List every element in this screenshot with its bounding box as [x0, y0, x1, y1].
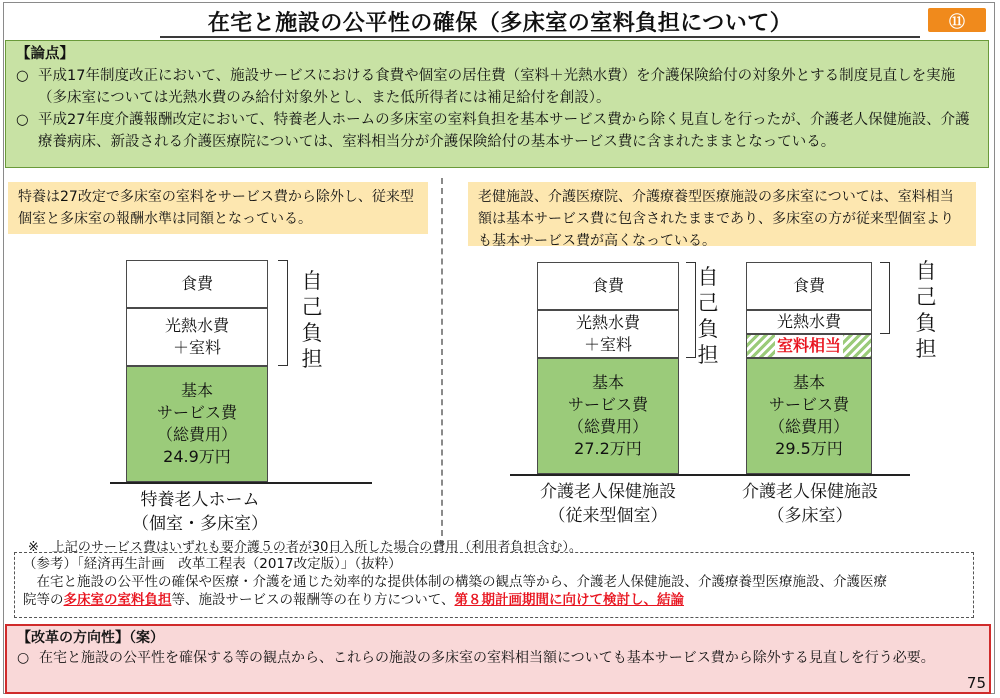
- tokuyo-room-type: （個室・多床室）: [132, 514, 268, 534]
- roken-multi-meal-segment: [746, 262, 872, 310]
- roken-multi-room-type: （多床室）: [767, 506, 853, 526]
- roken-multi-utility-segment: [746, 310, 872, 334]
- total-cost-label: （総費用）: [768, 417, 849, 436]
- base-label: 基本: [180, 381, 213, 400]
- tokuyo-name: 特養老人ホーム: [140, 490, 260, 510]
- self-pay-label: [696, 264, 720, 368]
- tokuyo-meal-segment: [126, 260, 268, 308]
- reform-text: 在宅と施設の公平性を確保する等の観点から、これらの施設の多床室の室料相当額についても基本サービス費から除外する見直しを行う必要。: [39, 650, 935, 666]
- tokuyo-base-service-segment: [126, 366, 268, 482]
- self-pay-char: 己: [697, 291, 719, 315]
- reform-item: [17, 648, 979, 668]
- self-pay-char: 負: [915, 311, 937, 335]
- roken-multi-base-service-segment: [746, 358, 872, 474]
- reference-line: 在宅と施設の公平性の確保や医療・介護を通じた効率的な提供体制の構築の観点等から、介護老人保健施設、介護療養型医療施設、介護医療: [23, 574, 887, 590]
- self-pay-char: 担: [697, 343, 719, 367]
- section-divider: [441, 178, 443, 546]
- discussion-point-text: 平成17年制度改正において、施設サービスにおける食費や個室の居住費（室料＋光熱水費）を介護保険給付の対象外とする制度見直しを実施（多床室については光熱水費のみ給付対象外とし、また低所得者には補足給付を創設）。: [38, 68, 956, 106]
- reference-box: [14, 552, 974, 618]
- self-pay-char: 自: [697, 265, 719, 289]
- room-label: ＋室料: [583, 335, 632, 354]
- room-equivalent-segment: [746, 334, 872, 358]
- reform-direction-box: [5, 624, 991, 694]
- roken-private-utility-room-segment: [537, 310, 679, 358]
- utility-label: 光熱水費: [164, 316, 229, 335]
- self-pay-char: 己: [301, 295, 323, 319]
- self-pay-char: 担: [915, 337, 937, 361]
- roken-multi-amount: 29.5万円: [775, 439, 843, 458]
- base-label: 基本: [591, 373, 624, 392]
- reference-highlight: 第８期計画期間に向けて検討し、結論: [454, 592, 684, 608]
- meal-label: 食費: [591, 276, 624, 295]
- tokuyo-facility-label: [100, 488, 300, 536]
- roken-multi-name: 介護老人保健施設: [742, 482, 878, 502]
- title-underline: [160, 36, 920, 38]
- self-pay-char: 担: [301, 347, 323, 371]
- service-fee-label: サービス費: [156, 403, 237, 422]
- self-pay-char: 負: [697, 317, 719, 341]
- self-pay-bracket: [880, 262, 890, 334]
- page-badge: ⑪: [928, 8, 986, 32]
- roken-multi-facility-label: [712, 480, 908, 528]
- tokuyo-utility-room-segment: [126, 308, 268, 366]
- right-baseline: [510, 474, 910, 476]
- reference-text: 院等の: [23, 592, 64, 608]
- roken-private-room-type: （従来型個室）: [548, 506, 668, 526]
- discussion-point-1: [16, 65, 978, 109]
- room-equivalent-label: 室料相当: [776, 336, 841, 355]
- self-pay-bracket: [686, 262, 696, 358]
- utility-label: 光熱水費: [776, 312, 841, 331]
- self-pay-char: 自: [915, 259, 937, 283]
- roken-note: 老健施設、介護医療院、介護療養型医療施設の多床室については、室料相当額は基本サービス費に包含されたままであり、多床室の方が従来型個室よりも基本サービス費が高くなっている。: [468, 182, 976, 246]
- self-pay-char: 自: [301, 269, 323, 293]
- service-fee-label: サービス費: [768, 395, 849, 414]
- bullet-circle-icon: ○: [16, 112, 29, 128]
- bullet-circle-icon: ○: [16, 68, 29, 84]
- meal-label: 食費: [180, 274, 213, 293]
- reference-text: 等、施設サービスの報酬等の在り方について、: [171, 592, 455, 608]
- meal-label: 食費: [792, 276, 825, 295]
- utility-label: 光熱水費: [575, 313, 640, 332]
- footnote: ※ 上記のサービス費はいずれも要介護５の者が30日入所した場合の費用（利用者負担含む）。: [28, 540, 582, 555]
- roken-private-name: 介護老人保健施設: [540, 482, 676, 502]
- tokuyo-note: 特養は27改定で多床室の室料をサービス費から除外し、従来型個室と多床室の報酬水準は同額となっている。: [8, 182, 428, 234]
- page-number: 75: [966, 674, 986, 692]
- discussion-point-2: [16, 109, 978, 153]
- total-cost-label: （総費用）: [567, 417, 648, 436]
- discussion-points-heading: 【論点】: [16, 46, 74, 62]
- self-pay-label: [300, 268, 324, 372]
- bullet-circle-icon: ○: [17, 650, 30, 666]
- total-cost-label: （総費用）: [156, 425, 237, 444]
- roken-private-facility-label: [510, 480, 706, 528]
- reference-heading: （参考）「経済再生計画 改革工程表（2017改定版）」（抜粋）: [23, 556, 402, 572]
- self-pay-char: 負: [301, 321, 323, 345]
- room-label: ＋室料: [172, 338, 221, 357]
- reference-highlight: 多床室の室料負担: [63, 592, 172, 608]
- base-label: 基本: [792, 373, 825, 392]
- self-pay-label: [914, 258, 938, 362]
- self-pay-bracket: [278, 260, 288, 366]
- page-title: 在宅と施設の公平性の確保（多床室の室料負担について）: [207, 11, 793, 36]
- self-pay-char: 己: [915, 285, 937, 309]
- roken-private-amount: 27.2万円: [574, 439, 642, 458]
- roken-private-meal-segment: [537, 262, 679, 310]
- reform-heading: 【改革の方向性】（案）: [17, 630, 164, 646]
- left-baseline: [110, 482, 372, 484]
- discussion-points-box: [5, 40, 989, 168]
- roken-private-base-service-segment: [537, 358, 679, 474]
- service-fee-label: サービス費: [567, 395, 648, 414]
- reference-line: [23, 591, 965, 609]
- discussion-point-text: 平成27年度介護報酬改定において、特養老人ホームの多床室の室料負担を基本サービス費から除く見直しを行ったが、介護老人保健施設、介護療養病床、新設される介護医療院については、室料相当分が介護保険給付の基本サービス費に含まれたままとなっている。: [38, 112, 970, 150]
- tokuyo-amount: 24.9万円: [163, 447, 231, 466]
